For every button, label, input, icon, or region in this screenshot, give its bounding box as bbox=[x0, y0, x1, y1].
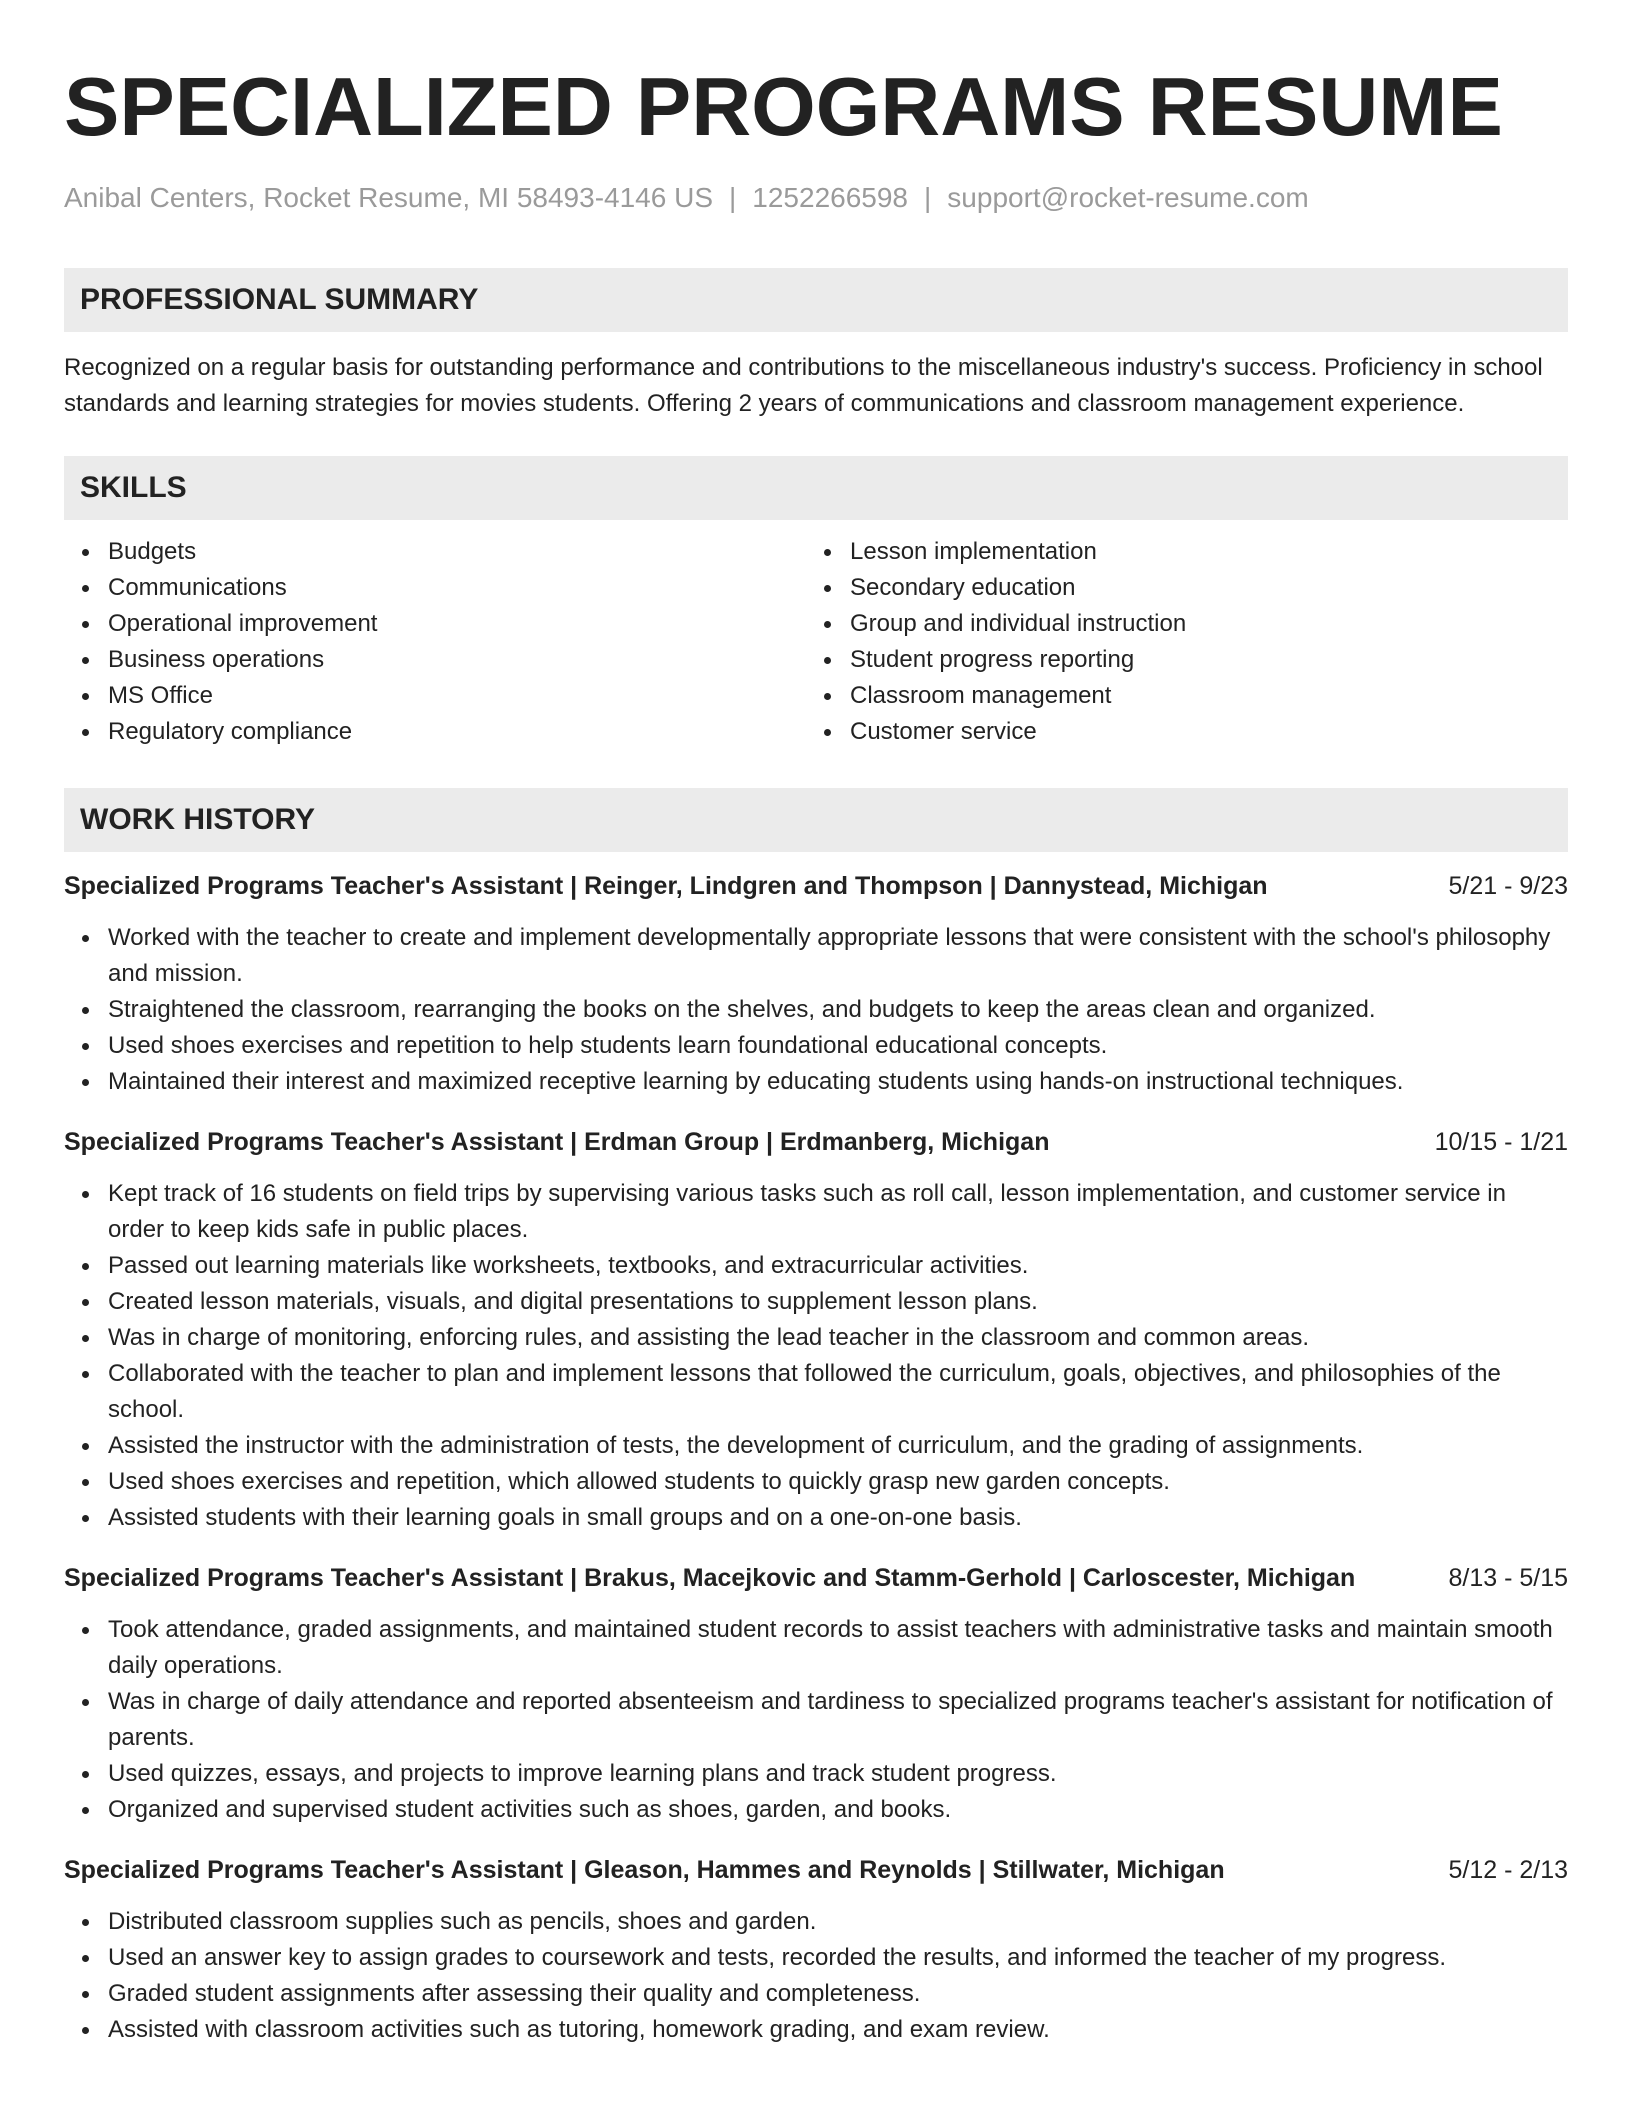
skill-item: Group and individual instruction bbox=[850, 606, 1548, 642]
job-bullet: Created lesson materials, visuals, and digital presentations to supplement lesson plans. bbox=[108, 1284, 1568, 1320]
skill-item: Student progress reporting bbox=[850, 642, 1548, 678]
skills-list bbox=[64, 534, 1568, 750]
job-bullet: Used shoes exercises and repetition, which allowed students to quickly grasp new garden concepts. bbox=[108, 1464, 1568, 1500]
job-bullet: Worked with the teacher to create and implement developmentally appropriate lessons that were consistent with the school's philosophy and mission. bbox=[108, 920, 1568, 992]
job-bullet: Straightened the classroom, rearranging the books on the shelves, and budgets to keep the areas clean and organized. bbox=[108, 992, 1568, 1028]
job-bullets bbox=[64, 1176, 1568, 1536]
contact-separator: | bbox=[924, 182, 932, 213]
summary-text: Recognized on a regular basis for outstanding performance and contributions to the miscellaneous industry's success. Proficiency in school standards and learning strategies for movies students. Offering 2 years of communications and classroom management experience. bbox=[64, 354, 1543, 417]
job-bullet: Was in charge of monitoring, enforcing rules, and assisting the lead teacher in the classroom and common areas. bbox=[108, 1320, 1568, 1356]
job-header bbox=[64, 868, 1568, 904]
work-history-heading: WORK HISTORY bbox=[64, 788, 1568, 852]
summary-heading: PROFESSIONAL SUMMARY bbox=[64, 268, 1568, 332]
job-bullet: Passed out learning materials like worksheets, textbooks, and extracurricular activities. bbox=[108, 1248, 1568, 1284]
resume-title: SPECIALIZED PROGRAMS RESUME bbox=[64, 60, 1503, 153]
skills-heading: SKILLS bbox=[64, 456, 1568, 520]
skill-item: MS Office bbox=[108, 678, 806, 714]
job-header bbox=[64, 1124, 1568, 1160]
job-bullet: Took attendance, graded assignments, and maintained student records to assist teachers with administrative tasks and maintain smooth daily operations. bbox=[108, 1612, 1568, 1684]
job-bullet: Organized and supervised student activities such as shoes, garden, and books. bbox=[108, 1792, 1568, 1828]
contact-line bbox=[64, 180, 1568, 216]
job-bullet: Maintained their interest and maximized receptive learning by educating students using hands-on instructional techniques. bbox=[108, 1064, 1568, 1100]
job-bullet: Distributed classroom supplies such as pencils, shoes and garden. bbox=[108, 1904, 1568, 1940]
skills-column-left bbox=[64, 534, 806, 750]
work-history-list bbox=[64, 868, 1568, 2048]
skill-item: Customer service bbox=[850, 714, 1548, 750]
skill-item: Operational improvement bbox=[108, 606, 806, 642]
skill-item: Secondary education bbox=[850, 570, 1548, 606]
job-bullet: Assisted students with their learning goals in small groups and on a one-on-one basis. bbox=[108, 1500, 1568, 1536]
job-entry bbox=[64, 1852, 1568, 2048]
job-header bbox=[64, 1560, 1568, 1596]
contact-address: Anibal Centers, Rocket Resume, MI 58493-4146 US bbox=[64, 182, 713, 213]
job-entry bbox=[64, 1560, 1568, 1828]
job-bullet: Used quizzes, essays, and projects to improve learning plans and track student progress. bbox=[108, 1756, 1568, 1792]
job-title: Specialized Programs Teacher's Assistant | Brakus, Macejkovic and Stamm-Gerhold | Carloscester, Michigan bbox=[64, 1564, 1356, 1592]
job-dates: 10/15 - 1/21 bbox=[1434, 1128, 1568, 1156]
job-entry bbox=[64, 868, 1568, 1100]
job-bullets bbox=[64, 1612, 1568, 1828]
skill-item: Classroom management bbox=[850, 678, 1548, 714]
job-header bbox=[64, 1852, 1568, 1888]
skill-item: Budgets bbox=[108, 534, 806, 570]
contact-email: support@rocket-resume.com bbox=[947, 182, 1309, 213]
skills-column-right bbox=[806, 534, 1548, 750]
job-bullet: Used an answer key to assign grades to coursework and tests, recorded the results, and informed the teacher of my progress. bbox=[108, 1940, 1568, 1976]
skill-item: Business operations bbox=[108, 642, 806, 678]
job-bullet: Kept track of 16 students on field trips by supervising various tasks such as roll call, lesson implementation, and customer service in order to keep kids safe in public places. bbox=[108, 1176, 1568, 1248]
job-dates: 5/21 - 9/23 bbox=[1448, 872, 1568, 900]
job-title: Specialized Programs Teacher's Assistant | Reinger, Lindgren and Thompson | Dannystead, Michigan bbox=[64, 872, 1268, 900]
job-bullet: Assisted with classroom activities such as tutoring, homework grading, and exam review. bbox=[108, 2012, 1568, 2048]
contact-separator: | bbox=[729, 182, 737, 213]
job-bullets bbox=[64, 920, 1568, 1100]
job-bullet: Assisted the instructor with the administration of tests, the development of curriculum, and the grading of assignments. bbox=[108, 1428, 1568, 1464]
job-dates: 8/13 - 5/15 bbox=[1448, 1564, 1568, 1592]
job-bullets bbox=[64, 1904, 1568, 2048]
skill-item: Lesson implementation bbox=[850, 534, 1548, 570]
contact-phone: 1252266598 bbox=[752, 182, 909, 213]
job-bullet: Used shoes exercises and repetition to help students learn foundational educational concepts. bbox=[108, 1028, 1568, 1064]
job-title: Specialized Programs Teacher's Assistant | Erdman Group | Erdmanberg, Michigan bbox=[64, 1128, 1050, 1156]
job-entry bbox=[64, 1124, 1568, 1536]
skill-item: Communications bbox=[108, 570, 806, 606]
job-bullet: Collaborated with the teacher to plan and implement lessons that followed the curriculum, goals, objectives, and philosophies of the school. bbox=[108, 1356, 1568, 1428]
job-bullet: Was in charge of daily attendance and reported absenteeism and tardiness to specialized programs teacher's assistant for notification of parents. bbox=[108, 1684, 1568, 1756]
job-bullet: Graded student assignments after assessing their quality and completeness. bbox=[108, 1976, 1568, 2012]
job-dates: 5/12 - 2/13 bbox=[1448, 1856, 1568, 1884]
skill-item: Regulatory compliance bbox=[108, 714, 806, 750]
job-title: Specialized Programs Teacher's Assistant | Gleason, Hammes and Reynolds | Stillwater, Michigan bbox=[64, 1856, 1225, 1884]
